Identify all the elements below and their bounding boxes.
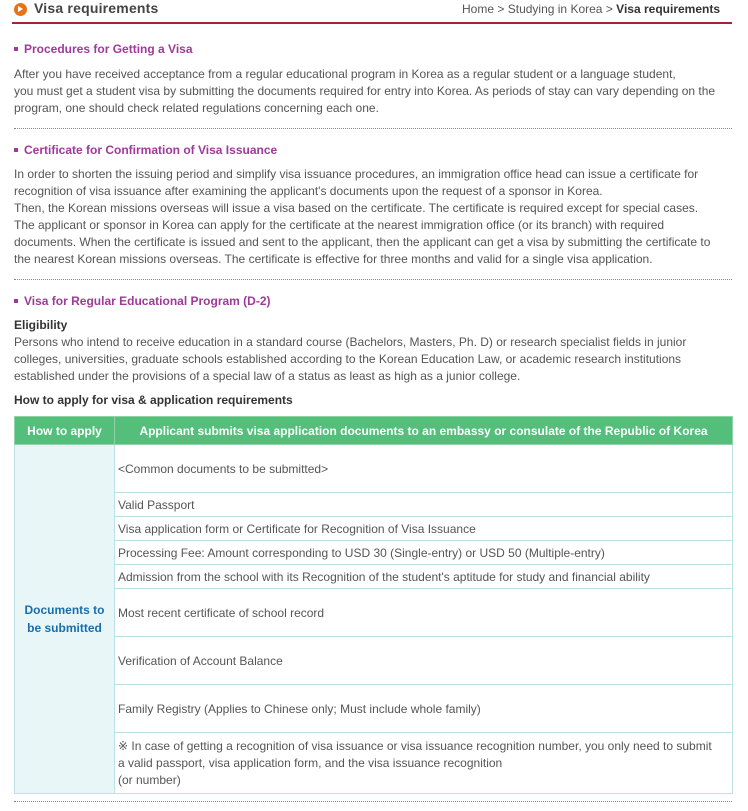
divider [14, 279, 732, 280]
table-row [15, 493, 733, 517]
table-cell: Most recent certificate of school record [115, 589, 733, 637]
table-cell: Admission from the school with its Recognition of the student's aptitude for study and financial ability [115, 565, 733, 589]
table-row [15, 685, 733, 733]
table-row [15, 565, 733, 589]
breadcrumb-home[interactable]: Home [462, 2, 495, 16]
header-applicant-submits: Applicant submits visa application documents to an embassy or consulate of the Republic of Korea [115, 417, 733, 445]
table-row [15, 541, 733, 565]
table-row [15, 637, 733, 685]
table-cell: <Common documents to be submitted> [115, 445, 733, 493]
breadcrumb-separator: > [605, 2, 613, 16]
documents-to-be-submitted-cell: Documents to be submitted [15, 445, 115, 794]
procedures-paragraph: After you have received acceptance from a regular educational program in Korea as a regular student or a language student, you must get a student visa by submitting the documents required for entry into Korea. As periods of stay can vary depending on the program, one should check related regulations concerning each one. [14, 67, 716, 115]
table-cell: Visa application form or Certificate for Recognition of Visa Issuance [115, 517, 733, 541]
breadcrumb-separator: > [497, 2, 505, 16]
breadcrumb [462, 2, 720, 16]
eligibility-label: Eligibility [14, 318, 68, 332]
square-bullet-icon [14, 47, 18, 51]
arrow-bullet-icon [14, 3, 27, 16]
table-header-row [15, 417, 733, 445]
table-cell: Verification of Account Balance [115, 637, 733, 685]
table-cell: Family Registry (Applies to Chinese only; Must include whole family) [115, 685, 733, 733]
table-row [15, 589, 733, 637]
square-bullet-icon [14, 299, 18, 303]
header-how-to-apply: How to apply [15, 417, 115, 445]
table-row [15, 445, 733, 493]
page-header [12, 0, 732, 24]
table-row [15, 517, 733, 541]
table-cell: Processing Fee: Amount corresponding to USD 30 (Single-entry) or USD 50 (Multiple-entry) [115, 541, 733, 565]
square-bullet-icon [14, 148, 18, 152]
section-title-certificate: Certificate for Confirmation of Visa Issuance [14, 143, 277, 157]
page-title: Visa requirements [34, 0, 159, 16]
certificate-paragraph: In order to shorten the issuing period and simplify visa issuance procedures, an immigration office head can issue a certificate for recognition of visa issuance after examining the applicant's documents upon the request of a sponsor in Korea. Then, the Korean missions overseas will issue a visa based on the certificate. The certificate is required except for special cases. The applicant or sponsor in Korea can apply for the certificate at the nearest immigration office (or its branch) with required documents. When the certificate is issued and sent to the applicant, then the applicant can get a visa by submitting the certificate to the nearest Korean missions overseas. The certificate is effective for three months and valid for a single visa application. [14, 167, 711, 266]
note-cell: ※ In case of getting a recognition of visa issuance or visa issuance recognition number, you only need to submit a valid passport, visa application form, and the visa issuance recognition (or number) [115, 733, 733, 794]
how-to-apply-label: How to apply for visa & application requirements [14, 393, 293, 407]
breadcrumb-current: Visa requirements [616, 2, 720, 16]
breadcrumb-studying[interactable]: Studying in Korea [507, 2, 603, 16]
table-cell: Valid Passport [115, 493, 733, 517]
requirements-table [14, 416, 733, 794]
section-title-d2: Visa for Regular Educational Program (D-2) [14, 294, 271, 308]
eligibility-paragraph: Persons who intend to receive education in a standard course (Bachelors, Masters, Ph. D) or research specialist fields in junior colleges, universities, graduate schools established according to the Korean Education Law, or academic research institutions established under the provisions of a special law of a status as least as high as a junior college. [14, 335, 687, 383]
divider [14, 128, 732, 129]
divider [14, 801, 732, 802]
table-row [15, 733, 733, 794]
section-title-procedures: Procedures for Getting a Visa [14, 42, 193, 56]
